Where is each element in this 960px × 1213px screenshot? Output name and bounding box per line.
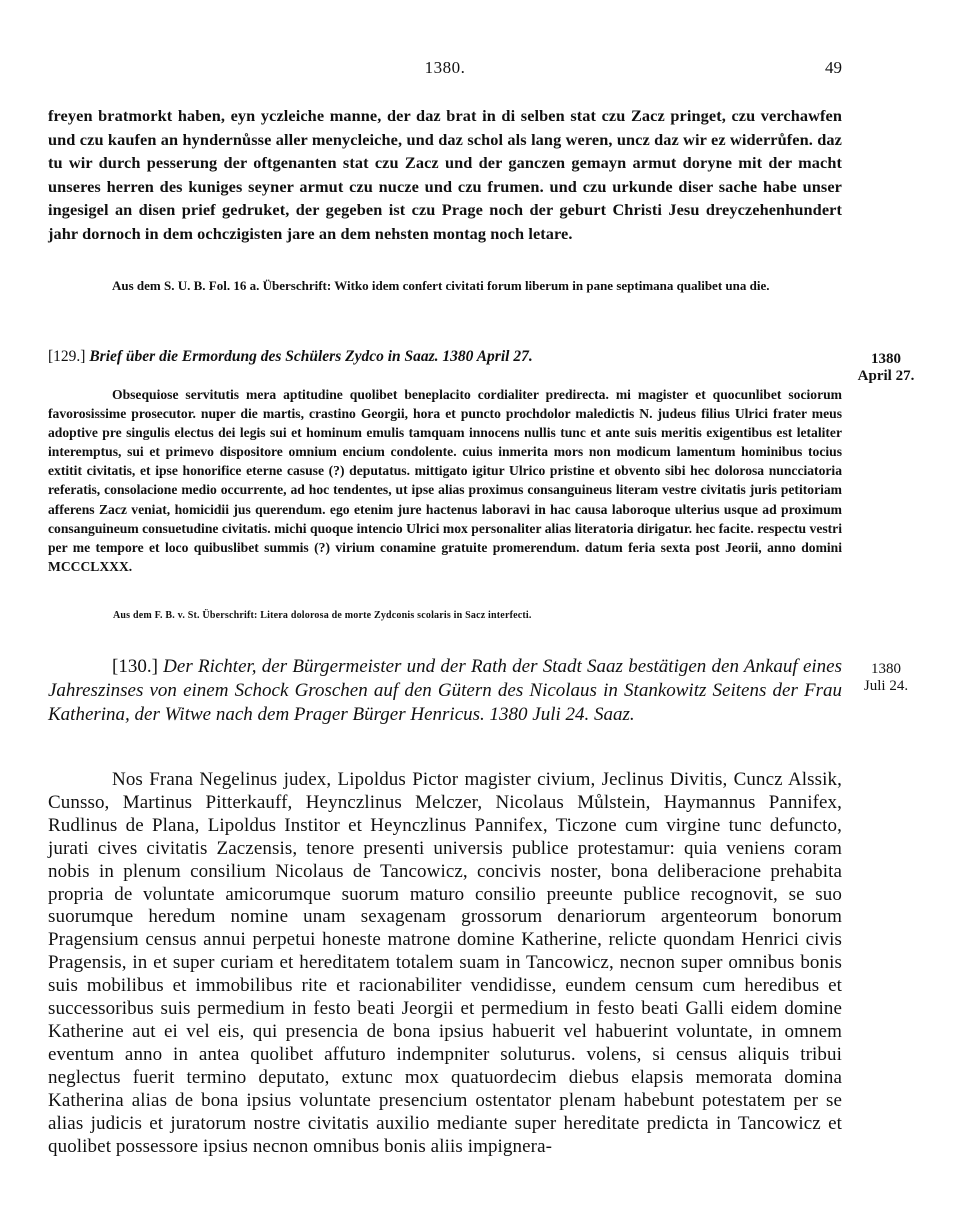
document-129-margin-date	[850, 351, 922, 385]
margin-date-year: 1380	[871, 661, 901, 677]
margin-date-year: 1380	[871, 351, 901, 367]
document-129-title: Brief über die Ermordung des Schülers Zydco in Saaz. 1380 April 27.	[89, 348, 533, 365]
margin-date-day: Juli 24.	[863, 678, 909, 694]
document-129-text-content: Obsequiose servitutis mera aptitudine quolibet beneplacito cordialiter predirecta. mi magister et quocunlibet sociorum favorosissime prosecutor. nuper die martis, crastino Georgii, hora et puncto prochdolor maledictis N. judeus filius Ulrici frater meus adoptive pre singulis electus dei legis sui et hominum emulis tamquam innocens nullis tunc et ante suis meritis exigentibus est letaliter interemptus, sui et primevo dispositore omnium encium condolente. cuius inmerita mors non modicum lamentum hominibus tocius extitit civitatis, et ipse honorifice eterne casuse (?) deputatus. mittigato igitur Ulrico pristine et obvento sibi hec dolorosa nuncciatoria referatis, consolacione medio occurrente, ad hoc tendentes, ut ipse alias proximus consanguineus literam vestre civitatis juris petitoriam afferens Zacz veniat, homicidii jus querendum. ego etenim jure hactenus laboravi in hac causa laboroque ulterius usque ad proximum consanguineum consuetudine civitatis. michi quoque intencio Ulrici mox personaliter alias literatoria dirigatur. hec facite. respectu vestri per me tempore et loco quibuslibet summis (?) virium conamine gratuite promerendum. datum feria sexta post Jeorii, anno domini MCCCLXXX.	[48, 387, 842, 574]
margin-date-day: April 27.	[857, 368, 915, 384]
document-130-text	[48, 769, 842, 1158]
document-130-title: Der Richter, der Bürgermeister und der Rath der Stadt Saaz bestätigen den Ankauf eines Jahreszinses von einem Schock Groschen auf den Gütern des Nicolaus in Stankowitz Seitens der Frau Katherina, der Witwe nach dem Prager Bürger Henricus. 1380 Juli 24. Saaz.	[48, 656, 842, 725]
document-129-text	[48, 385, 842, 576]
source-note-128	[48, 276, 842, 296]
document-129-source: Aus dem F. B. v. St. Überschrift: Litera dolorosa de morte Zydconis scolaris in Sacz interfecti.	[113, 610, 532, 621]
document-130-heading	[48, 655, 842, 727]
page-number: 49	[825, 58, 842, 77]
page-header	[48, 58, 842, 82]
document-130-number: [130.]	[112, 656, 158, 677]
document-129-number: [129.]	[48, 348, 86, 365]
source-note-128-text: Aus dem S. U. B. Fol. 16 a. Überschrift: Witko idem confert civitati forum liberum in pane septimana qualibet una die.	[112, 278, 770, 293]
document-130-margin-date	[850, 661, 922, 695]
document-130-text-content: Nos Frana Negelinus judex, Lipoldus Pictor magister civium, Jeclinus Divitis, Cuncz Alssik, Cunsso, Martinus Pitterkauff, Heynczlinus Melczer, Nicolaus Můlstein, Haymannus Pannifex, Rudlinus de Plana, Lipoldus Institor et Heynczlinus Pannifex, Ticzone cum virgine tunc defuncto, jurati cives civitatis Zaczensis, tenore presenti universis publice protestamur: quia veniens coram nobis in plenum consilium Nicolaus de Tancowicz, concivis noster, bona deliberacione prehabita propria de voluntate amicorumque suorum maturo consilio preeunte publice recognovit, se suo suorumque heredum nomine unam sexagenam grossorum denariorum argenteorum bonorum Pragensium census annui perpetui honeste matrone domine Katherine, relicte quondam Henrici civis Pragensis, in et super curiam et hereditatem totalem suam in Tancowicz, necnon super omnibus bonis suis mobilibus et immobilibus rite et racionabiliter vendidisse, eundem censum cum heredibus et successoribus suis permedium in festo beati Jeorgii et permedium in festo beati Galli eidem domine Katherine aut ei vel eis, qui presencia de bona ipsius habuerit vel habuerint voluntate, in omnem eventum anno in antea quolibet affuturo indempniter soluturus. volens, si census aliquis tribui neglectus fuerit termino deputato, extunc mox quatuordecim diebus elapsis memorata domina Katherina alias de bona ipsius voluntate presencium ostentator plenam habebunt potestatem per se alias judicis et juratorum nostre civitatis auxilio mediante super hereditate predicta in Tancowicz et quolibet possessore ipsius necnon omnibus bonis aliis impignera-	[48, 769, 842, 1157]
document-129-heading	[48, 346, 842, 368]
running-head-year: 1380.	[424, 58, 466, 77]
continuation-paragraph: freyen bratmorkt haben, eyn yczleiche manne, der daz brat in di selben stat czu Zacz pringet, czu verchawfen und czu kaufen an hyndernůsse aller menycleiche, und daz schol als lang weren, uncz daz wir ez widerrůfen. daz tu wir durch pesserung der oftgenanten stat czu Zacz und der ganczen gemayn armut doryne mit der macht unseres herren des kuniges seyner armut czu nucze und czu frumen. und czu urkunde diser sache habe unser ingesigel an disen prief gedruket, der gegeben ist czu Prage noch der geburt Christi Jesu dreyczehenhundert jahr dornoch in dem ochczigisten jare an dem nehsten montag noch letare.	[48, 106, 842, 243]
